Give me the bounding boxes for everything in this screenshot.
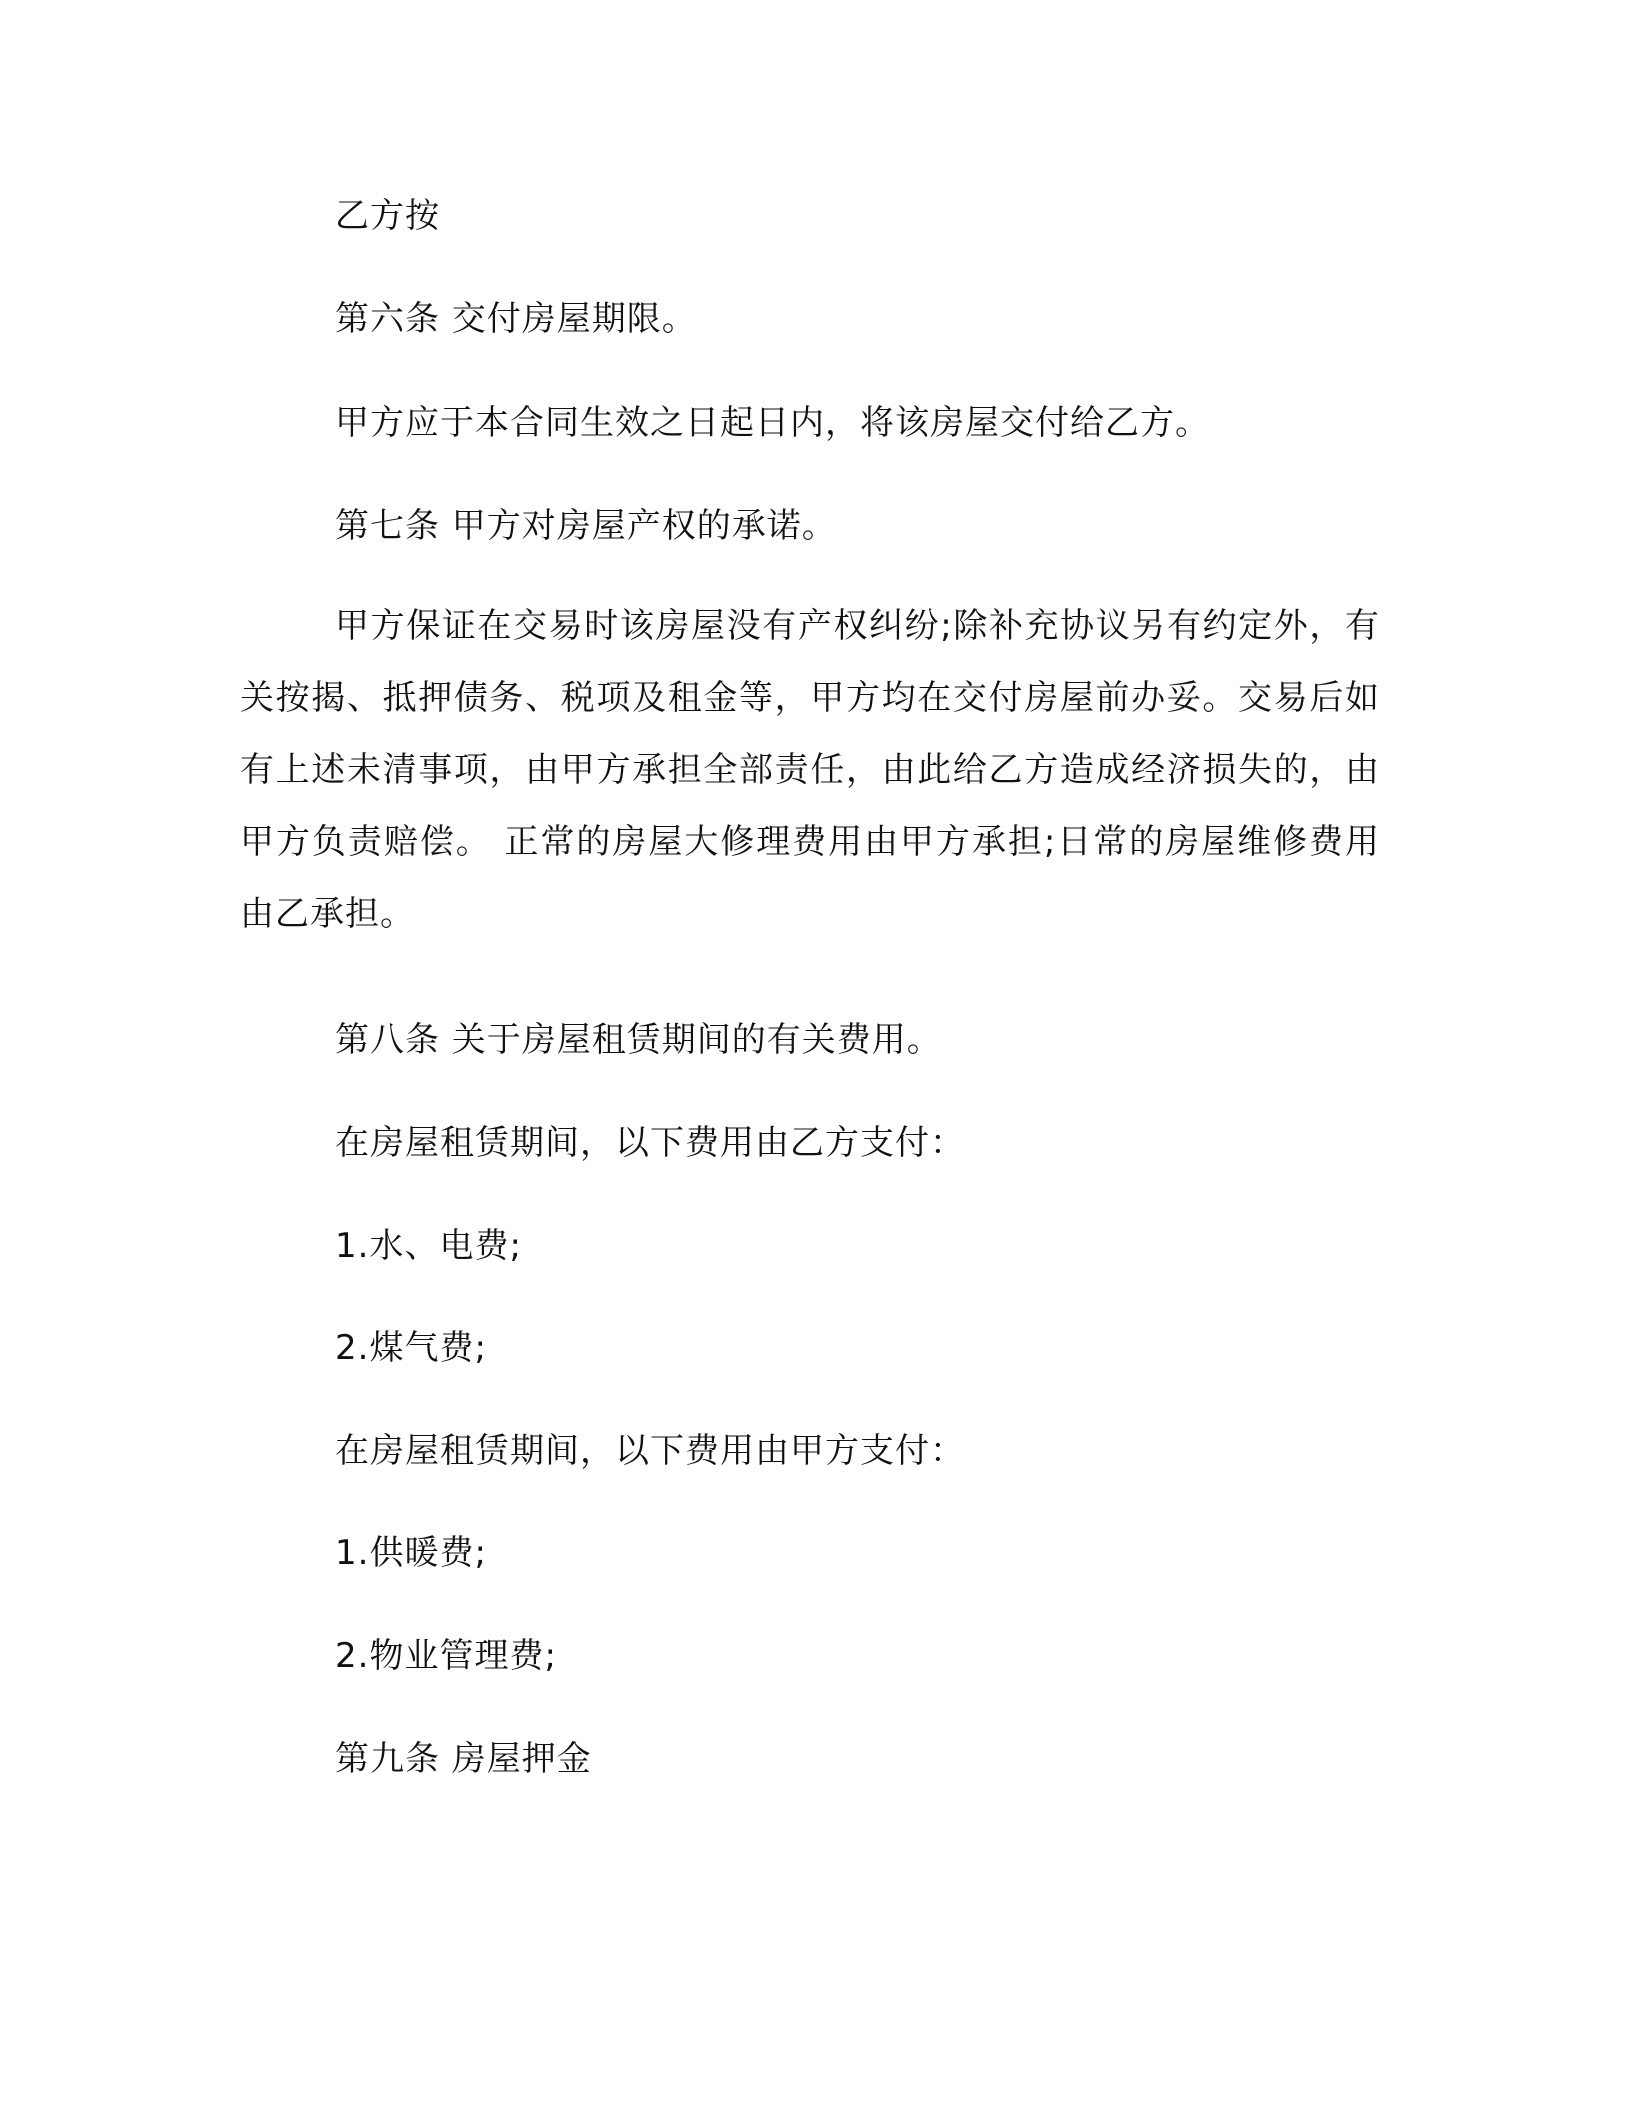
list-item-heating: 1.供暖费; (335, 1533, 487, 1573)
paragraph-tenant-pays-intro: 在房屋租赁期间，以下费用由乙方支付： (335, 1123, 965, 1163)
paragraph-landlord-pays-intro: 在房屋租赁期间，以下费用由甲方支付： (335, 1431, 965, 1471)
list-item-property-management: 2.物业管理费; (335, 1636, 557, 1676)
list-item-water-electricity: 1.水、电费; (335, 1226, 522, 1266)
list-item-gas: 2.煤气费; (335, 1328, 487, 1368)
heading-article-7: 第七条 甲方对房屋产权的承诺。 (335, 506, 837, 546)
heading-article-6: 第六条 交付房屋期限。 (335, 299, 697, 339)
heading-article-8: 第八条 关于房屋租赁期间的有关费用。 (335, 1020, 942, 1060)
heading-article-9: 第九条 房屋押金 (335, 1739, 592, 1779)
paragraph-property-rights-commitment: 甲方保证在交易时该房屋没有产权纠纷;除补充协议另有约定外，有关按揭、抵押债务、税项及租金等，甲方均在交付房屋前办妥。交易后如有上述未清事项，由甲方承担全部责任，由此给乙方造成经济损失的，由甲方负责赔偿。 正常的房屋大修理费用由甲方承担;日常的房屋维修费用由乙承担。 (240, 606, 1380, 934)
text-line-yifang-an: 乙方按 (335, 196, 440, 236)
paragraph-delivery-deadline: 甲方应于本合同生效之日起日内，将该房屋交付给乙方。 (335, 403, 1210, 443)
